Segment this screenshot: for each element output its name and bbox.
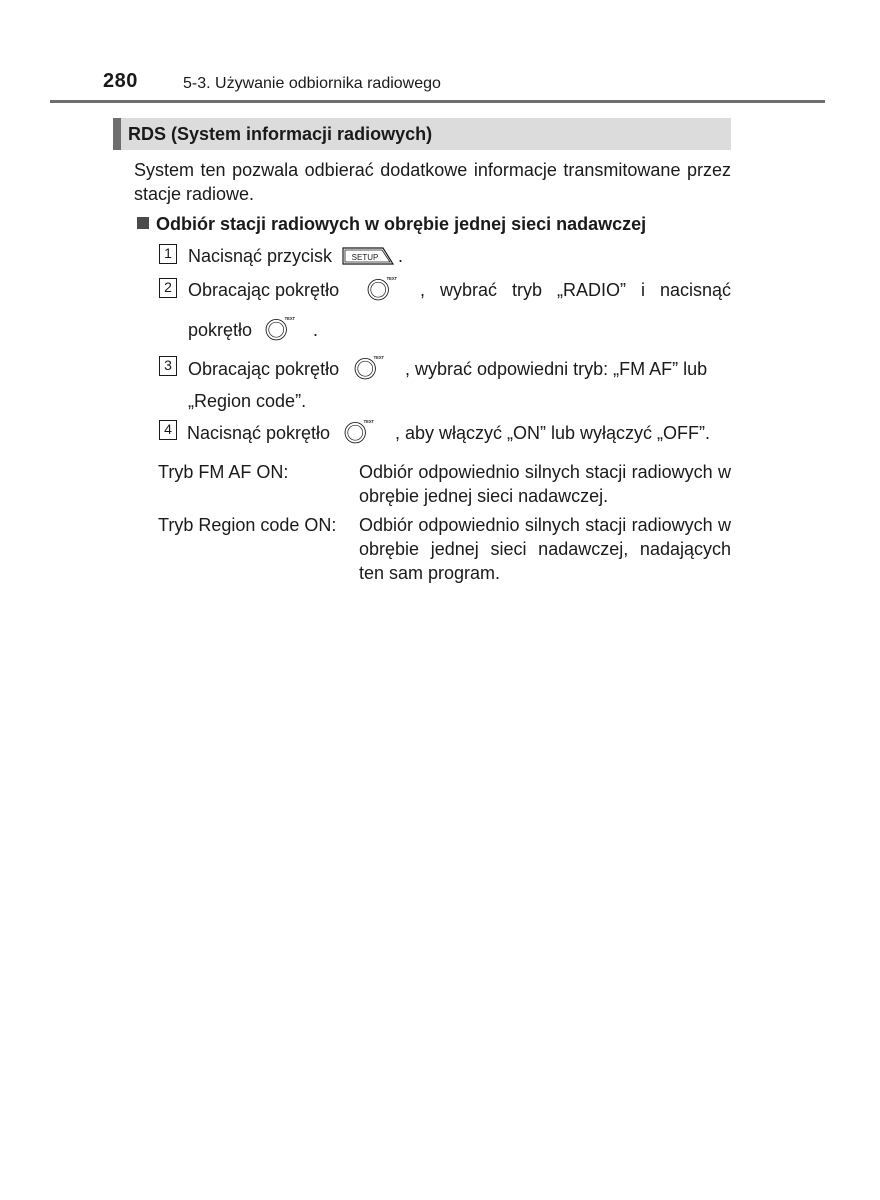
intro-paragraph: System ten pozwala odbierać dodatkowe informacje transmitowane przez stacje radiowe.	[134, 160, 731, 204]
text-knob-icon	[353, 351, 387, 385]
step-4-text: Nacisnąć pokrętło	[187, 423, 331, 443]
step-number-1: 1	[159, 244, 177, 264]
subheading	[137, 212, 646, 236]
definition-text-fm-af: Odbiór odpowiednio silnych stacji radiowych w obrębie jednej sieci nadawczej.	[359, 462, 731, 506]
subheading-text: Odbiór stacji radiowych w obrębie jednej sieci nadawczej	[156, 214, 647, 234]
step-2-line2: pokrętło	[188, 320, 253, 340]
chapter-title: 5-3. Używanie odbiornika radiowego	[183, 75, 441, 92]
step-number-3: 3	[159, 356, 177, 376]
definition-term-region-code: Tryb Region code ON:	[158, 515, 337, 535]
step-1-end: .	[398, 246, 404, 266]
page-number: 280	[103, 70, 138, 92]
step-4-end: , aby włączyć „ON” lub wyłączyć „OFF”.	[395, 423, 711, 443]
step-1-text: Nacisnąć przycisk	[188, 246, 333, 266]
setup-button-icon	[339, 245, 397, 267]
header-divider	[50, 100, 825, 103]
step-2-text: Obracając pokrętło	[188, 280, 340, 300]
definition-text-region-code: Odbiór odpowiednio silnych stacji radiowych w obrębie jednej sieci nadawczej, nadających ten sam program.	[359, 515, 731, 583]
knob-label: TEXT	[386, 276, 398, 282]
square-bullet-icon	[137, 217, 149, 229]
knob-label: TEXT	[363, 419, 375, 425]
knob-label: TEXT	[373, 355, 385, 361]
step-3-end: , wybrać odpowiedni tryb: „FM AF” lub	[405, 359, 708, 379]
text-knob-icon	[343, 415, 377, 449]
text-knob-icon	[264, 312, 298, 346]
step-number-4: 4	[159, 420, 177, 440]
step-3-line2: „Region code”.	[188, 391, 307, 411]
section-heading: RDS (System informacji radiowych)	[113, 118, 731, 150]
text-knob-icon	[366, 272, 400, 306]
step-number-2: 2	[159, 278, 177, 298]
definition-term-fm-af: Tryb FM AF ON:	[158, 462, 289, 482]
setup-button-label: SETUP	[351, 253, 379, 262]
step-2-end: , wybrać tryb „RADIO” i nacisnąć	[420, 280, 731, 300]
step-3-text: Obracając pokrętło	[188, 359, 340, 379]
step-2-line2-end: .	[313, 320, 319, 340]
knob-label: TEXT	[284, 316, 296, 322]
